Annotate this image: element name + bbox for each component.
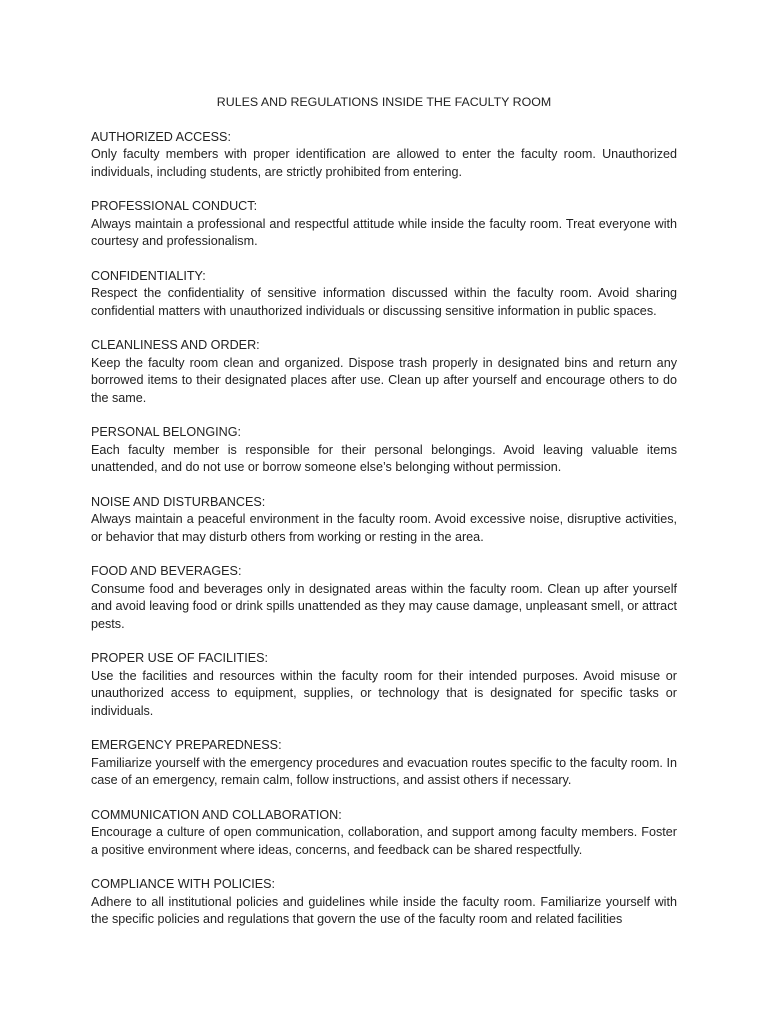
section-heading: PROFESSIONAL CONDUCT: — [91, 199, 258, 213]
section-food-and-beverages — [91, 563, 677, 633]
section-communication-and-collaboration — [91, 807, 677, 860]
document-content — [91, 94, 677, 946]
document-title: RULES AND REGULATIONS INSIDE THE FACULTY ROOM — [216, 95, 552, 109]
section-heading: NOISE AND DISTURBANCES: — [91, 494, 266, 509]
section-heading: COMPLIANCE WITH POLICIES: — [91, 877, 276, 891]
section-personal-belonging — [91, 424, 677, 477]
section-body: Encourage a culture of open communication, collaboration, and support among faculty members. Foster a positive environment where ideas, concerns, and feedback can be shared respectfully. — [91, 825, 677, 857]
section-body: Keep the faculty room clean and organized. Dispose trash properly in designated bins and return any borrowed items to their designated places after use. Clean up after yourself and encourage others to do the same. — [91, 355, 677, 405]
section-body: Always maintain a peaceful environment in the faculty room. Avoid excessive noise, disruptive activities, or behavior that may disturb others from working or resting in the area. — [91, 512, 677, 544]
section-authorized-access — [91, 129, 677, 182]
section-heading: PERSONAL BELONGING: — [91, 425, 241, 439]
section-cleanliness-and-order — [91, 337, 677, 407]
section-confidentiality — [91, 268, 677, 321]
section-body: Familiarize yourself with the emergency procedures and evacuation routes specific to the faculty room. In case of an emergency, remain calm, follow instructions, and assist others if necessary. — [91, 755, 677, 787]
section-compliance-with-policies — [91, 876, 677, 929]
section-heading: CLEANLINESS AND ORDER: — [91, 338, 260, 352]
section-heading: CONFIDENTIALITY: — [91, 268, 206, 283]
section-emergency-preparedness — [91, 737, 677, 790]
section-body: Consume food and beverages only in designated areas within the faculty room. Clean up after yourself and avoid leaving food or drink spills unattended as they may cause damage, unpleasant smell, or attract pests. — [91, 581, 677, 631]
section-body: Always maintain a professional and respectful attitude while inside the faculty room. Treat everyone with courtesy and professionalism. — [91, 216, 677, 248]
section-heading: COMMUNICATION AND COLLABORATION: — [91, 807, 342, 822]
section-proper-use-of-facilities — [91, 650, 677, 720]
section-heading: FOOD AND BEVERAGES: — [91, 564, 242, 578]
section-body: Respect the confidentiality of sensitive information discussed within the faculty room. Avoid sharing confidential matters with unauthorized individuals or discussing sensitive information in public spaces. — [91, 286, 677, 318]
section-heading: PROPER USE OF FACILITIES: — [91, 651, 269, 665]
section-professional-conduct — [91, 198, 677, 251]
section-heading: AUTHORIZED ACCESS: — [91, 129, 231, 144]
section-heading: EMERGENCY PREPAREDNESS: — [91, 738, 282, 752]
section-body: Only faculty members with proper identification are allowed to enter the faculty room. Unauthorized individuals, including students, are strictly prohibited from entering. — [91, 147, 677, 179]
section-body: Adhere to all institutional policies and guidelines while inside the faculty room. Familiarize yourself with the specific policies and regulations that govern the use of the faculty room and related facilities — [91, 894, 677, 926]
section-noise-and-disturbances — [91, 494, 677, 547]
section-body: Each faculty member is responsible for their personal belongings. Avoid leaving valuable items unattended, and do not use or borrow someone else’s belonging without permission. — [91, 442, 677, 474]
section-body: Use the facilities and resources within the faculty room for their intended purposes. Avoid misuse or unauthorized access to equipment, supplies, or technology that is designated for specific tasks or individuals. — [91, 668, 677, 718]
